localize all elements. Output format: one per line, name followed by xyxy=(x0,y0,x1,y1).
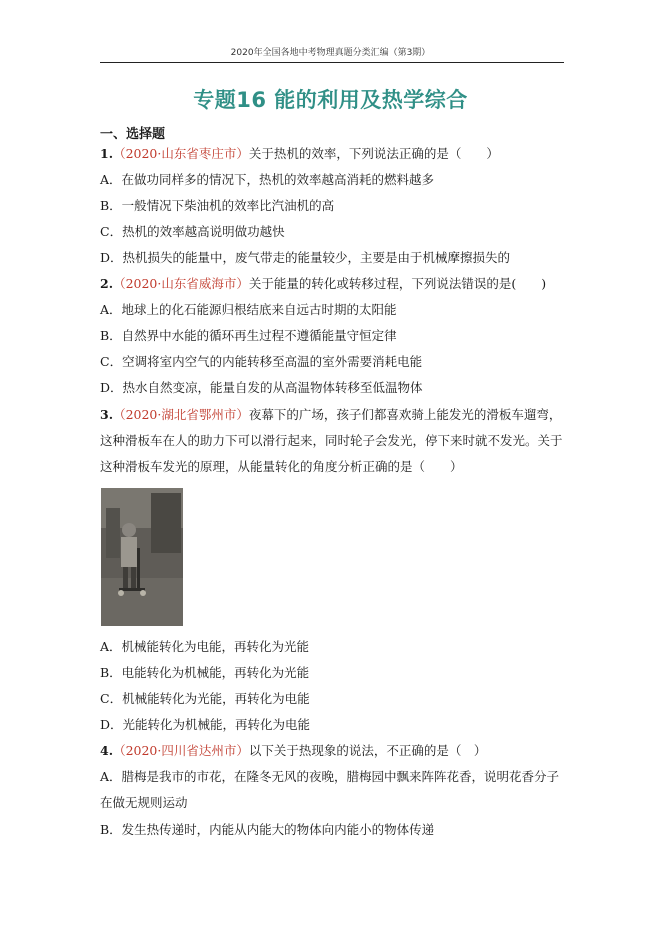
option-1d: D．热机损失的能量中，废气带走的能量较少，主要是由于机械摩擦损失的 xyxy=(100,250,511,265)
option-4b: B．发生热传递时，内能从内能大的物体向内能小的物体传递 xyxy=(100,822,435,837)
option-3c: C．机械能转化为光能，再转化为电能 xyxy=(100,691,310,706)
question-1-stem xyxy=(100,148,499,161)
option-1a: A．在做功同样多的情况下，热机的效率越高消耗的燃料越多 xyxy=(100,172,435,187)
question-text: 以下关于热现象的说法，不正确的是（ ） xyxy=(248,743,487,758)
question-source: （2020·山东省威海市） xyxy=(113,276,249,291)
question-4-stem xyxy=(100,745,486,758)
option-2c: C．空调将室内空气的内能转移至高温的室外需要消耗电能 xyxy=(100,354,423,369)
question-3-stem xyxy=(100,402,564,480)
option-2d: D．热水自然变凉，能量自发的从高温物体转移至低温物体 xyxy=(100,380,423,395)
option-2b: B．自然界中水能的循环再生过程不遵循能量守恒定律 xyxy=(100,328,397,343)
option-4a: A．腊梅是我市的市花，在隆冬无风的夜晚，腊梅园中飘来阵阵花香，说明花香分子在做无规则运动 xyxy=(100,769,560,810)
header-rule xyxy=(100,62,564,63)
section-heading: 一、选择题 xyxy=(100,127,166,142)
question-source: （2020·四川省达州市） xyxy=(113,743,249,758)
option-3b: B．电能转化为机械能，再转化为光能 xyxy=(100,665,310,680)
question-number: 3. xyxy=(100,407,114,422)
option-1b: B．一般情况下柴油机的效率比汽油机的高 xyxy=(100,198,335,213)
scooter-photo-image xyxy=(101,488,183,626)
question-text: 夜幕下的广场，孩子们都喜欢骑上能发光的滑板车遛弯，这种滑板车在人的助力下可以滑行起来，同时轮子会发光，停下来时就不发光。关于这种滑板车发光的原理，从能量转化的角度分析正确的是（ ） xyxy=(100,407,563,474)
option-3a: A．机械能转化为电能，再转化为光能 xyxy=(100,639,310,654)
question-number: 2. xyxy=(100,276,114,291)
question-2-stem xyxy=(100,278,546,291)
option-2a: A．地球上的化石能源归根结底来自远古时期的太阳能 xyxy=(100,302,397,317)
scooter-photo xyxy=(101,488,183,626)
question-number: 1. xyxy=(100,146,114,161)
running-header: 2020年全国各地中考物理真题分类汇编（第3期） xyxy=(230,48,431,58)
question-text: 关于热机的效率，下列说法正确的是（ ） xyxy=(248,146,499,161)
option-1c: C．热机的效率越高说明做功越快 xyxy=(100,224,285,239)
question-source: （2020·山东省枣庄市） xyxy=(113,146,249,161)
question-number: 4. xyxy=(100,743,114,758)
option-3d: D．光能转化为机械能，再转化为电能 xyxy=(100,717,311,732)
question-text: 关于能量的转化或转移过程，下列说法错误的是( ) xyxy=(248,276,547,291)
question-source: （2020·湖北省鄂州市） xyxy=(113,407,249,422)
page-title: 专题16 能的利用及热学综合 xyxy=(193,88,468,112)
